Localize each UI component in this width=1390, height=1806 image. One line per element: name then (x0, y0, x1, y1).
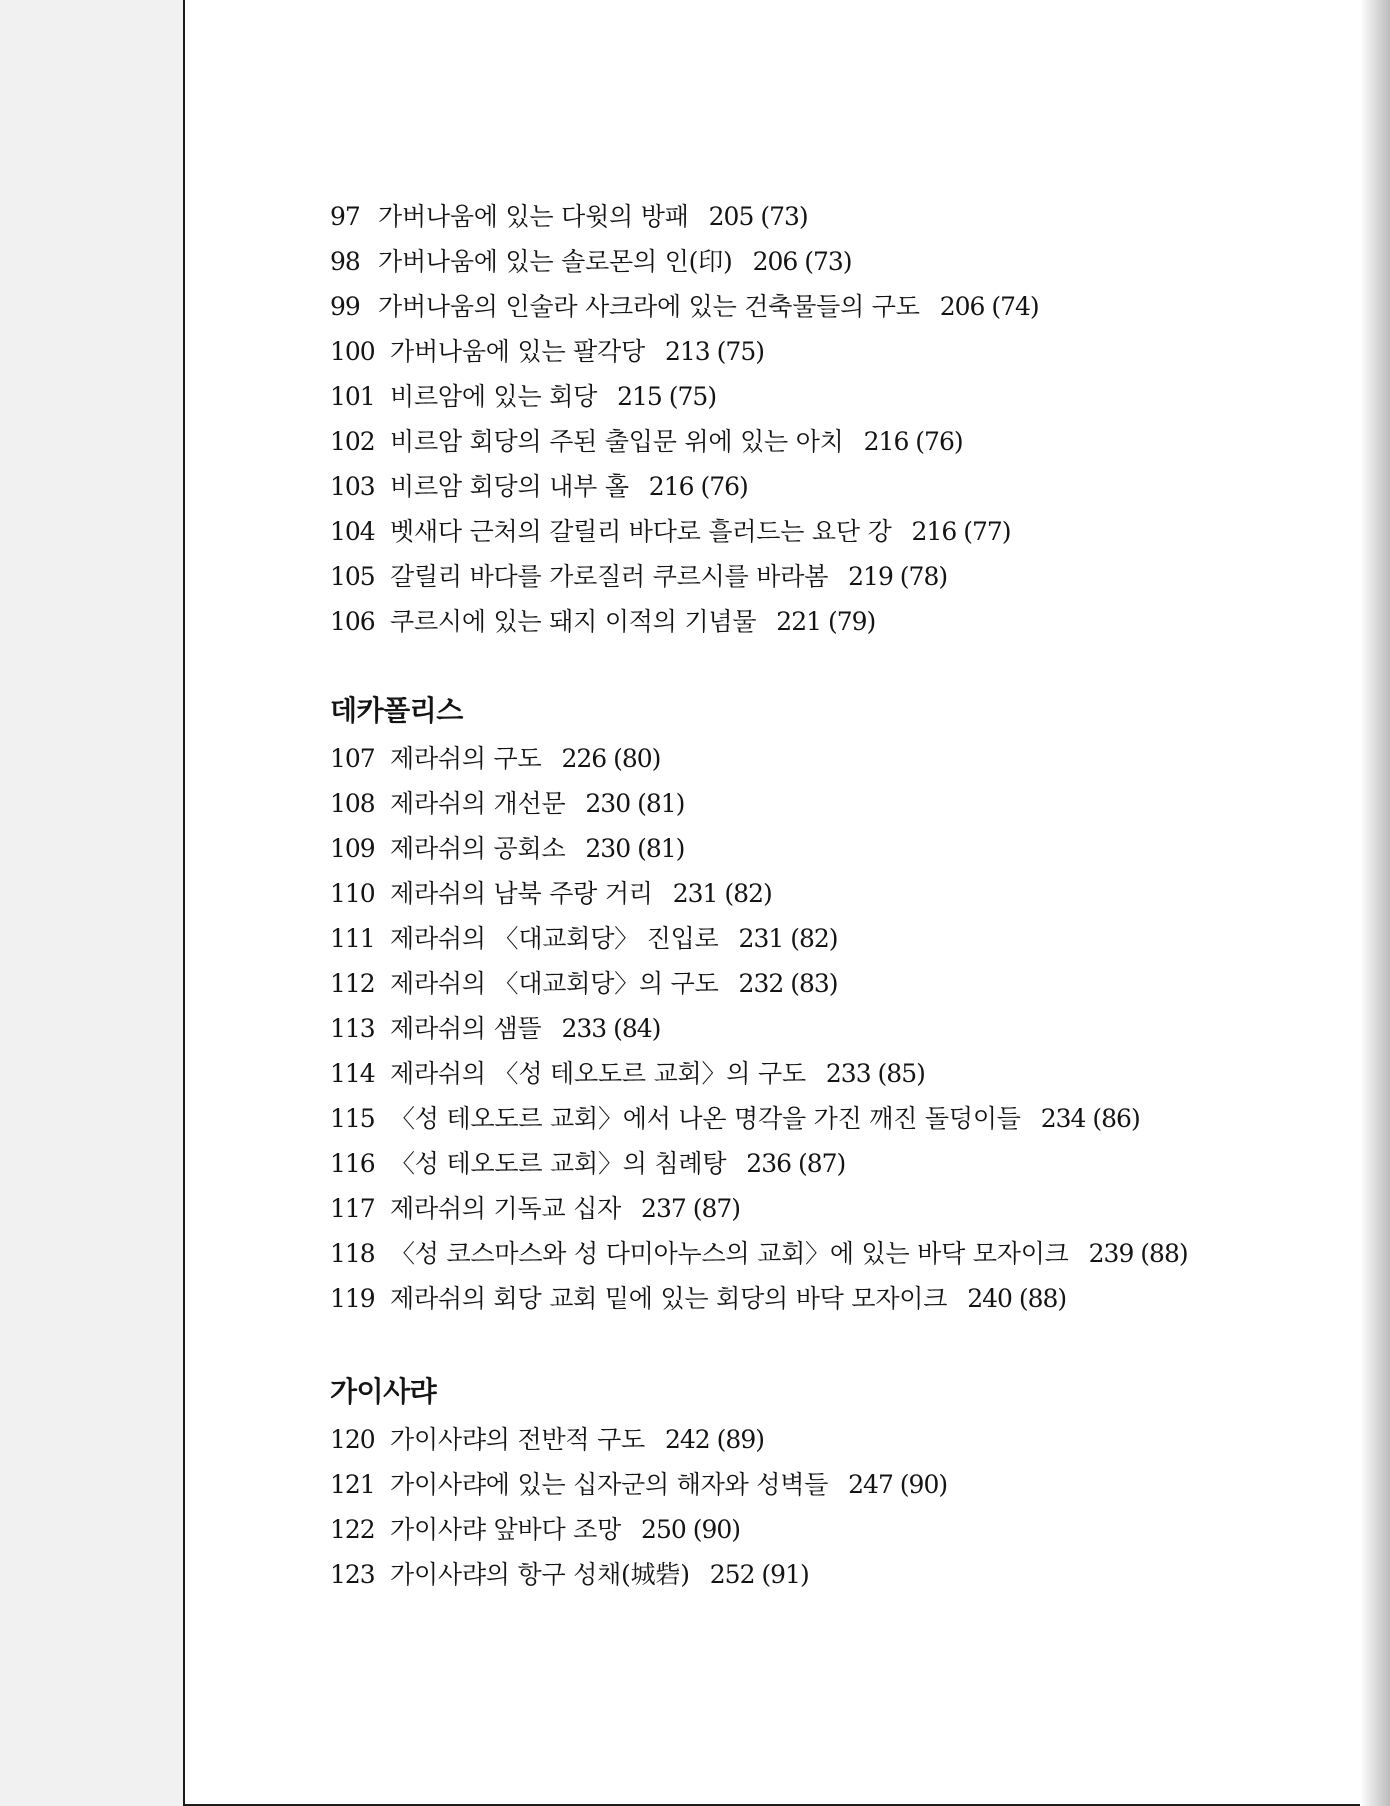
item-pages: 250 (90) (641, 1515, 741, 1544)
list-item (330, 329, 1330, 374)
item-pages: 226 (80) (561, 744, 661, 773)
list-item (330, 961, 1330, 1006)
item-pages: 247 (90) (848, 1470, 948, 1499)
item-title: 갈릴리 바다를 가로질러 쿠르시를 바라봄 (390, 562, 829, 591)
figure-list-section-2 (330, 686, 1330, 1321)
list-item (330, 781, 1330, 826)
item-number: 111 (330, 924, 375, 953)
list-item (330, 1276, 1330, 1321)
item-number: 116 (330, 1149, 375, 1178)
item-number: 97 (330, 202, 360, 231)
item-title: 제라쉬의 회당 교회 밑에 있는 회당의 바닥 모자이크 (390, 1284, 948, 1313)
item-pages: 213 (75) (665, 337, 764, 366)
item-title: 제라쉬의 기독교 십자 (390, 1194, 622, 1223)
item-number: 114 (330, 1059, 375, 1088)
item-pages: 234 (86) (1040, 1104, 1140, 1133)
item-number: 122 (330, 1515, 375, 1544)
item-pages: 206 (73) (752, 247, 852, 276)
item-number: 103 (330, 472, 375, 501)
list-item (330, 1006, 1330, 1051)
item-number: 105 (330, 562, 375, 591)
list-item (330, 194, 1330, 239)
item-number: 106 (330, 607, 375, 636)
item-title: 비르암 회당의 내부 홀 (390, 472, 629, 501)
list-item (330, 1141, 1330, 1186)
list-item (330, 1552, 1330, 1597)
item-title: 가이사랴 앞바다 조망 (390, 1515, 622, 1544)
list-item (330, 871, 1330, 916)
item-pages: 252 (91) (709, 1560, 809, 1589)
item-title: 가버나움에 있는 솔로몬의 인(印) (378, 247, 733, 276)
item-pages: 231 (82) (672, 879, 772, 908)
item-pages: 216 (77) (911, 517, 1011, 546)
item-number: 119 (330, 1284, 375, 1313)
item-number: 118 (330, 1239, 375, 1268)
item-pages: 215 (75) (617, 382, 717, 411)
item-title: 가버나움에 있는 다윗의 방패 (378, 202, 689, 231)
item-number: 108 (330, 789, 375, 818)
item-title: 제라쉬의 〈대교회당〉의 구도 (390, 969, 719, 998)
item-pages: 237 (87) (641, 1194, 741, 1223)
item-title: 제라쉬의 개선문 (390, 789, 566, 818)
item-pages: 233 (85) (825, 1059, 925, 1088)
item-title: 제라쉬의 구도 (390, 744, 542, 773)
list-item (330, 1096, 1330, 1141)
item-pages: 230 (81) (585, 834, 685, 863)
item-title: 가버나움의 인술라 사크라에 있는 건축물들의 구도 (378, 292, 920, 321)
item-title: 쿠르시에 있는 돼지 이적의 기념물 (390, 607, 757, 636)
item-number: 115 (330, 1104, 375, 1133)
list-item (330, 509, 1330, 554)
section-heading: 데카폴리스 (330, 694, 463, 727)
item-pages: 236 (87) (746, 1149, 846, 1178)
item-title: 비르암 회당의 주된 출입문 위에 있는 아치 (390, 427, 844, 456)
item-pages: 219 (78) (848, 562, 948, 591)
item-title: 〈성 코스마스와 성 다미아누스의 교회〉에 있는 바닥 모자이크 (390, 1239, 1069, 1268)
figure-list-section-3 (330, 1367, 1330, 1597)
item-pages: 216 (76) (863, 427, 963, 456)
list-item (330, 1186, 1330, 1231)
item-pages: 216 (76) (648, 472, 748, 501)
list-item (330, 284, 1330, 329)
item-title: 가이사랴에 있는 십자군의 해자와 성벽들 (390, 1470, 829, 1499)
item-pages: 233 (84) (561, 1014, 661, 1043)
item-pages: 242 (89) (665, 1425, 764, 1454)
item-title: 가이사랴의 항구 성채(城砦) (390, 1560, 690, 1589)
item-number: 110 (330, 879, 375, 908)
list-item (330, 599, 1330, 644)
item-pages: 231 (82) (738, 924, 838, 953)
item-number: 100 (330, 337, 375, 366)
list-item (330, 374, 1330, 419)
item-number: 112 (330, 969, 375, 998)
list-item (330, 1462, 1330, 1507)
item-title: 제라쉬의 〈성 테오도르 교회〉의 구도 (390, 1059, 806, 1088)
figure-list-section-1 (330, 194, 1330, 644)
item-number: 107 (330, 744, 375, 773)
item-number: 104 (330, 517, 375, 546)
item-pages: 239 (88) (1088, 1239, 1188, 1268)
item-number: 121 (330, 1470, 375, 1499)
item-number: 99 (330, 292, 360, 321)
list-item (330, 916, 1330, 961)
item-title: 제라쉬의 샘뜰 (390, 1014, 542, 1043)
item-pages: 205 (73) (708, 202, 808, 231)
list-item (330, 239, 1330, 284)
item-pages: 230 (81) (585, 789, 685, 818)
item-title: 제라쉬의 공회소 (390, 834, 566, 863)
section-heading: 가이사랴 (330, 1375, 437, 1408)
item-number: 98 (330, 247, 360, 276)
list-item (330, 1507, 1330, 1552)
item-number: 120 (330, 1425, 375, 1454)
item-title: 〈성 테오도르 교회〉의 침례탕 (390, 1149, 727, 1178)
list-item (330, 1417, 1330, 1462)
item-title: 〈성 테오도르 교회〉에서 나온 명각을 가진 깨진 돌덩이들 (390, 1104, 1021, 1133)
list-item (330, 826, 1330, 871)
item-title: 가버나움에 있는 팔각당 (390, 337, 645, 366)
list-item (330, 1231, 1330, 1276)
item-number: 113 (330, 1014, 375, 1043)
item-pages: 206 (74) (939, 292, 1039, 321)
item-pages: 240 (88) (967, 1284, 1067, 1313)
list-item (330, 419, 1330, 464)
item-number: 117 (330, 1194, 375, 1223)
list-item (330, 736, 1330, 781)
list-item (330, 464, 1330, 509)
item-title: 제라쉬의 남북 주랑 거리 (390, 879, 653, 908)
item-number: 123 (330, 1560, 375, 1589)
item-title: 제라쉬의 〈대교회당〉 진입로 (390, 924, 719, 953)
item-title: 비르암에 있는 회당 (390, 382, 598, 411)
item-pages: 221 (79) (776, 607, 876, 636)
item-pages: 232 (83) (738, 969, 838, 998)
item-title: 가이사랴의 전반적 구도 (390, 1425, 645, 1454)
list-item (330, 554, 1330, 599)
item-number: 101 (330, 382, 375, 411)
list-item (330, 1051, 1330, 1096)
item-title: 벳새다 근처의 갈릴리 바다로 흘러드는 요단 강 (390, 517, 892, 546)
book-page (183, 0, 1373, 1806)
page-edge-shadow (1360, 0, 1390, 1806)
item-number: 102 (330, 427, 375, 456)
item-number: 109 (330, 834, 375, 863)
